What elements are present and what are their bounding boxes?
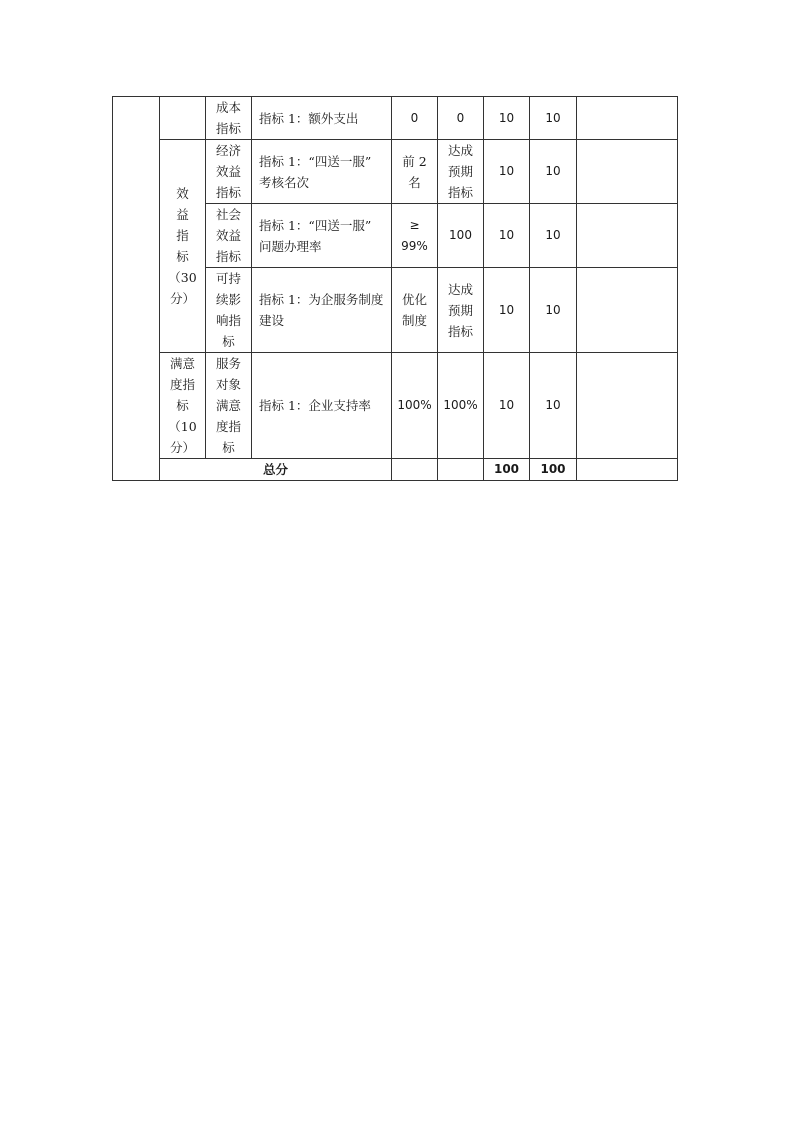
score-cell: 10 [530,97,577,140]
target-value-cell: 前 2 名 [392,140,438,204]
table-row [113,97,678,140]
weight-cell: 10 [484,204,530,268]
weight-cell: 10 [484,97,530,140]
total-row [113,459,678,481]
indicator-cell: 指标 1：为企服务制度 建设 [252,268,392,353]
total-score: 100 [530,459,577,481]
actual-value-cell: 0 [438,97,484,140]
outer-category-cell [113,97,160,481]
target-value-cell: 优化 制度 [392,268,438,353]
indicator-cell: 指标 1：“四送一服” 考核名次 [252,140,392,204]
performance-evaluation-table [112,96,678,481]
sub-indicator-cell: 经济 效益 指标 [206,140,252,204]
total-weight: 100 [484,459,530,481]
actual-value-cell: 达成 预期 指标 [438,268,484,353]
score-cell: 10 [530,268,577,353]
actual-value-cell: 达成 预期 指标 [438,140,484,204]
sub-indicator-cell: 社会 效益 指标 [206,204,252,268]
indicator-cell: 指标 1：“四送一服” 问题办理率 [252,204,392,268]
sub-indicator-cell: 服务 对象 满意 度指 标 [206,353,252,459]
remark-cell [577,140,678,204]
remark-cell [577,268,678,353]
target-value-cell: 0 [392,97,438,140]
indicator-cell: 指标 1：额外支出 [252,97,392,140]
weight-cell: 10 [484,268,530,353]
sub-indicator-cell: 成本 指标 [206,97,252,140]
score-cell: 10 [530,353,577,459]
target-value-cell: ≥ 99% [392,204,438,268]
target-value-cell: 100% [392,353,438,459]
actual-value-cell: 100 [438,204,484,268]
total-remark-blank [577,459,678,481]
group-cell-benefit: 效 益 指 标 （30 分） [160,140,206,353]
group-cell-satisfaction: 满意 度指 标 （10 分） [160,353,206,459]
indicator-cell: 指标 1：企业支持率 [252,353,392,459]
score-cell: 10 [530,140,577,204]
actual-value-cell: 100% [438,353,484,459]
remark-cell [577,353,678,459]
sub-indicator-cell: 可持 续影 响指 标 [206,268,252,353]
weight-cell: 10 [484,353,530,459]
total-label: 总分 [160,459,392,481]
score-cell: 10 [530,204,577,268]
table-row [113,353,678,459]
weight-cell: 10 [484,140,530,204]
total-actual-blank [438,459,484,481]
remark-cell [577,204,678,268]
group-cell-cost-blank [160,97,206,140]
total-target-blank [392,459,438,481]
table-row [113,140,678,204]
remark-cell [577,97,678,140]
